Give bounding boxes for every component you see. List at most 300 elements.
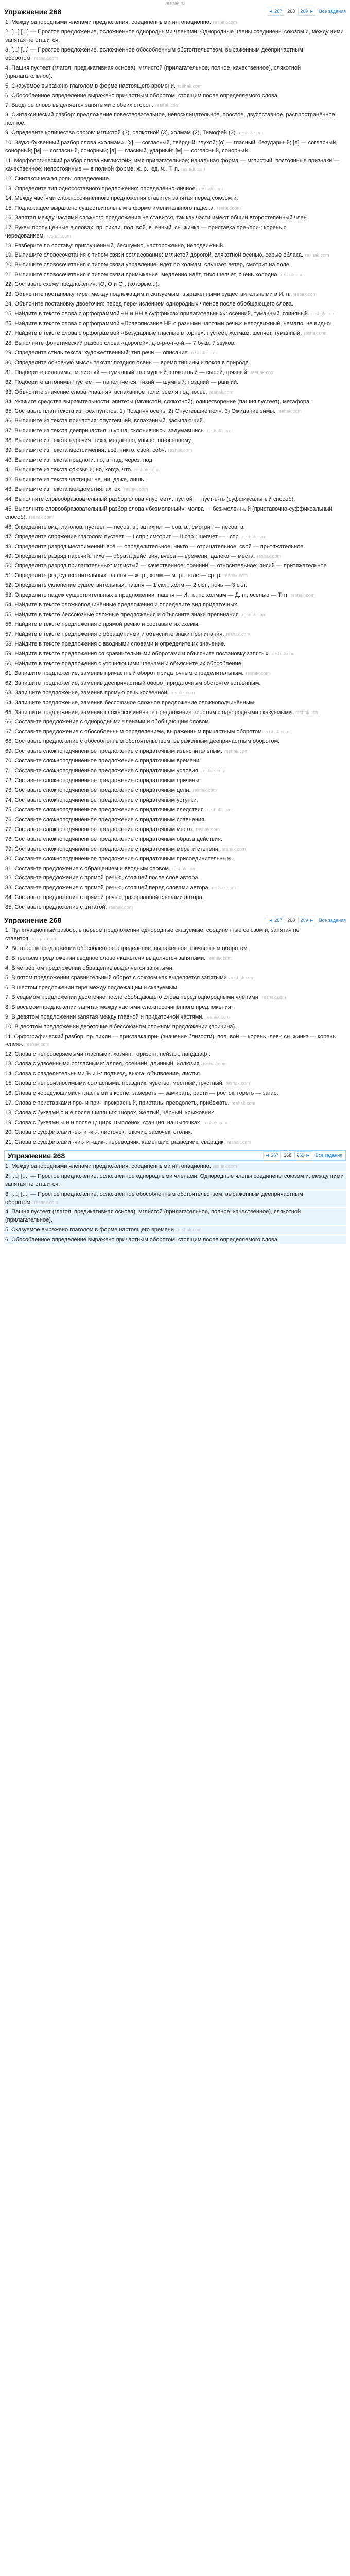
watermark-text: reshak.com <box>25 1042 49 1047</box>
watermark-text: reshak.com <box>295 709 320 715</box>
watermark-text: reshak.com <box>178 83 202 89</box>
answer-text: 17. Слова с приставками пре- и при-: прекрасный, пристань, преодолеть, прибежать. <box>5 1100 230 1107</box>
answer-paragraph <box>4 533 346 541</box>
answer-paragraph <box>4 19 346 27</box>
watermark-text: reshak.com <box>207 956 232 961</box>
answer-paragraph <box>4 340 346 348</box>
answer-paragraph <box>4 757 346 766</box>
watermark-text: reshak.com <box>31 936 56 942</box>
answer-text: 71. Составьте сложноподчинённое предложение с придаточным условия. <box>5 768 200 774</box>
answer-text: 21. Слова с суффиксами -чик- и -щик-: переводчик, каменщик, разведчик, сварщик. <box>5 1139 225 1145</box>
answer-text: 79. Составьте сложноподчинённое предложение с придаточным меры и степени. <box>5 845 220 852</box>
answer-text: 82. Составьте предложение с прямой речью, стоящей после слов автора. <box>5 875 200 882</box>
answer-text: 74. Составьте сложноподчинённое предложение с придаточным уступки. <box>5 796 198 803</box>
exercise-number: 268 <box>284 1153 292 1158</box>
answer-text: 58. Найдите в тексте предложения с вводными словами и определите их значение. <box>5 640 226 647</box>
answer-paragraph <box>4 767 346 775</box>
watermark-text: reshak.com <box>223 573 248 579</box>
answer-paragraph <box>4 271 346 279</box>
answer-paragraph <box>4 1129 346 1137</box>
exercise-title: Упражнение 268 <box>4 916 62 925</box>
answer-paragraph <box>4 111 346 128</box>
answer-text: 73. Составьте сложноподчинённое предложение с придаточным цели. <box>5 787 191 793</box>
watermark-text: reshak.com <box>239 130 264 136</box>
exercise-nav <box>267 8 346 15</box>
answer-text: 66. Составьте предложение с однородными членами и обобщающим словом. <box>5 719 211 725</box>
answer-paragraph <box>4 1236 346 1244</box>
answer-text: 54. Найдите в тексте сложноподчинённые предложения и определите вид придаточных. <box>5 602 239 608</box>
answer-paragraph <box>4 543 346 551</box>
answer-paragraph <box>4 845 346 854</box>
watermark-text: reshak.com <box>226 632 250 637</box>
answer-text: 14. Слова с разделительными Ъ и Ь: подъезд, вьюга, объявление, листья. <box>5 1071 202 1077</box>
exercise-number: 268 <box>287 9 295 14</box>
answer-paragraph <box>4 562 346 570</box>
answer-paragraph <box>4 139 346 156</box>
answer-paragraph <box>4 1163 346 1171</box>
watermark-text: reshak.com <box>227 1139 251 1145</box>
answer-text: 62. Запишите предложение, заменив деепричастный оборот придаточным обстоятельственным. <box>5 680 261 686</box>
answer-text: 60. Найдите в тексте предложения с уточняющими членами и объясните их обособление. <box>5 660 243 667</box>
site-header <box>4 0 346 6</box>
answer-paragraph <box>4 787 346 795</box>
exercise-header <box>4 916 346 925</box>
answer-paragraph <box>4 447 346 455</box>
answer-text: 47. Определите спряжение глаголов: пустеет — I спр.; смотрит — II спр.; шепчет — I спр. <box>5 533 240 540</box>
watermark-text: reshak.com <box>305 252 329 258</box>
answer-text: 24. Объясните постановку двоеточия: перед перечислением однородных членов после обобщающего слова. <box>5 301 293 308</box>
answer-text: 65. Запишите предложение, заменив сложносочинённое предложение простым с однородными сказуемыми. <box>5 709 294 716</box>
exercise-block <box>4 1150 346 1247</box>
answer-paragraph <box>4 261 346 269</box>
answer-paragraph <box>4 826 346 834</box>
watermark-text: reshak.com <box>224 749 249 754</box>
watermark-text: reshak.com <box>124 486 148 492</box>
answer-text: 4. Пашня пустеет (глагол; предикативная основа), мглистой (прилагательное, полное, качественное), слякотной (прилагательное). <box>5 64 301 79</box>
answer-text: 4. Пашня пустеет (глагол; предикативная основа), мглистой (прилагательное, полное, качественное), слякотной (прилагательное). <box>5 1209 301 1224</box>
answer-text: 6. Обособленное определение выражено причастным оборотом, стоящим после определяемого слова. <box>5 1236 279 1243</box>
answer-paragraph <box>4 738 346 746</box>
watermark-text: reshak.com <box>242 612 267 618</box>
answer-paragraph <box>4 927 346 943</box>
answer-text: 3. В третьем предложении вводное слово «кажется» выделяется запятыми. <box>5 955 206 961</box>
answer-text: 11. Орфографический разбор: пр..тихли — приставка при- (значение близости); пол..вой — корень -лев-; сн..жинка — корень -снеж-. <box>5 1033 336 1048</box>
watermark-text: reshak.com <box>217 205 241 211</box>
answer-paragraph <box>4 28 346 45</box>
answer-paragraph <box>4 1208 346 1225</box>
answer-paragraph <box>4 281 346 289</box>
exercise-title: Упражнение 268 <box>4 7 62 16</box>
answer-paragraph <box>4 330 346 338</box>
watermark-text: reshak.com <box>172 866 197 871</box>
answer-paragraph <box>4 476 346 484</box>
answer-paragraph <box>4 836 346 844</box>
exercise-nav <box>263 1151 342 1159</box>
answer-paragraph <box>4 1080 346 1088</box>
prev-exercise-button[interactable]: ◄ 267 <box>267 8 284 15</box>
answer-paragraph <box>4 796 346 805</box>
answer-text: 76. Составьте сложноподчинённое предложение с придаточным сравнения. <box>5 816 206 823</box>
answer-paragraph <box>4 728 346 736</box>
answer-text: 68. Составьте предложение с обособленным обстоятельством, выраженным деепричастным оборотом. <box>5 738 280 745</box>
watermark-text: reshak.com <box>304 330 328 336</box>
watermark-text: reshak.com <box>311 311 336 317</box>
answer-text: 3. [...] [...] — Простое предложение, осложнённое обособленным обстоятельством, выраженным деепричастным оборотом. <box>5 46 303 61</box>
answer-text: 39. Выпишите из текста местоимения: всё, никто, свой, себя. <box>5 447 166 454</box>
answer-text: 12. Слова с непроверяемыми гласными: хозяин, горизонт, пейзаж, ландшафт. <box>5 1051 211 1058</box>
answer-paragraph <box>4 408 346 416</box>
answer-paragraph <box>4 523 346 532</box>
watermark-text: reshak.com <box>191 350 216 355</box>
answer-paragraph <box>4 185 346 193</box>
answer-text: 4. В четвёртом предложении обращение выделяется запятыми. <box>5 964 174 971</box>
answer-paragraph <box>4 777 346 785</box>
answer-paragraph <box>4 1119 346 1127</box>
watermark-text: reshak.com <box>199 185 223 191</box>
watermark-text: reshak.com <box>261 994 286 1000</box>
answer-paragraph <box>4 427 346 435</box>
answer-paragraph <box>4 1070 346 1078</box>
watermark-text: reshak.com <box>168 448 192 453</box>
answer-text: 13. Слова с удвоенными согласными: аллея, осенний, длинный, иллюзия. <box>5 1061 201 1067</box>
answer-paragraph <box>4 865 346 873</box>
answer-paragraph <box>4 855 346 863</box>
answer-paragraph <box>4 582 346 590</box>
answer-text: 32. Подберите антонимы: пустеет — наполняется; тихий — шумный; поздний — ранний. <box>5 379 239 385</box>
answer-text: 5. Сказуемое выражено глаголом в форме настоящего времени. <box>5 1227 176 1233</box>
prev-exercise-button[interactable]: ◄ 267 <box>263 1151 281 1159</box>
watermark-text: reshak.com <box>134 467 159 473</box>
next-exercise-button[interactable]: 269 ► <box>294 1151 312 1159</box>
answer-paragraph <box>4 92 346 100</box>
answer-paragraph <box>4 709 346 717</box>
answer-text: 17. Буквы пропущенные в словах: пр..тихли, пол..вой, в..енный, сн..жинка — приставка пре-/при-; корень с чередованием. <box>5 224 287 239</box>
answer-text: 40. Выпишите из текста предлоги: по, в, над, через, под. <box>5 457 154 464</box>
exercise-number: 268 <box>287 917 295 923</box>
site-name[interactable]: reshak.ru <box>165 1 185 6</box>
answer-text: 14. Между частями сложносочинённого предложения ставится запятая перед союзом и. <box>5 195 238 201</box>
answer-paragraph <box>4 82 346 91</box>
watermark-text: reshak.com <box>213 1163 237 1169</box>
answer-paragraph <box>4 964 346 973</box>
answer-text: 61. Запишите предложение, заменив причастный оборот придаточным определительным. <box>5 670 244 676</box>
watermark-text: reshak.com <box>265 729 290 735</box>
watermark-text: reshak.com <box>281 272 305 278</box>
answer-paragraph <box>4 359 346 367</box>
answer-paragraph <box>4 437 346 445</box>
answer-text: 85. Составьте предложение с цитатой. <box>5 904 107 911</box>
answer-text: 13. Определите тип односоставного предложения: определённо-личное. <box>5 185 197 192</box>
answer-text: 81. Составьте предложение с обращением и вводным словом. <box>5 865 171 872</box>
prev-exercise-button[interactable]: ◄ 267 <box>267 917 284 924</box>
answer-paragraph <box>4 175 346 183</box>
answer-text: 20. Слова с суффиксами -ек- и -ик-: листочек, ключик, замочек, столик. <box>5 1129 192 1136</box>
block-spacer <box>4 913 346 914</box>
answer-text: 77. Составьте сложноподчинённое предложение с придаточным места. <box>5 826 194 833</box>
watermark-text: reshak.com <box>221 846 246 852</box>
answer-text: 59. Найдите в тексте предложения со сравнительными оборотами и объясните постановку запятых. <box>5 650 270 657</box>
answer-text: 56. Найдите в тексте предложения с прямой речью и составьте их схемы. <box>5 621 200 628</box>
answer-text: 83. Составьте предложение с прямой речью, стоящей перед словами автора. <box>5 885 210 891</box>
answer-paragraph <box>4 884 346 892</box>
answer-text: 23. Объясните постановку тире: между подлежащим и сказуемым, выраженными существительными в И. п. <box>5 291 291 298</box>
answer-paragraph <box>4 251 346 260</box>
answer-paragraph <box>4 650 346 658</box>
answer-text: 1. Между однородными членами предложения, соединёнными интонационно. <box>5 19 211 25</box>
answer-text: 42. Выпишите из текста частицы: не, ни, даже, лишь. <box>5 477 146 483</box>
watermark-text: reshak.com <box>230 975 255 980</box>
answer-paragraph <box>4 994 346 1002</box>
answer-text: 16. Слова с чередующимися гласными в корне: замереть — замирать; расти — росток; гореть — загар. <box>5 1090 278 1097</box>
answer-text: 9. В девятом предложении запятая между главной и придаточной частями. <box>5 1013 204 1020</box>
answer-paragraph <box>4 1109 346 1117</box>
answer-paragraph <box>4 611 346 619</box>
answer-paragraph <box>4 874 346 883</box>
answer-paragraph <box>4 310 346 318</box>
answer-paragraph <box>4 974 346 982</box>
answer-paragraph <box>4 631 346 639</box>
answer-text: 31. Подберите синонимы: мглистый — туманный, пасмурный; слякотный — сырой, грязный. <box>5 369 249 376</box>
answer-paragraph <box>4 1060 346 1069</box>
answer-text: 78. Составьте сложноподчинённое предложение с придаточным образа действия. <box>5 836 223 842</box>
answer-text: 10. Звуко-буквенный разбор слова «холмам»: [х] — согласный, твёрдый, глухой; [о] — гласный, безударный; [л] — согласный, сонорный; [м] — согласный, сонорный; [а] — гласный, ударный; [м] — согласный, сонорный. <box>5 140 338 155</box>
answer-paragraph <box>4 1013 346 1022</box>
watermark-text: reshak.com <box>34 55 58 61</box>
watermark-text: reshak.com <box>225 1081 250 1087</box>
answer-text: 1. Пунктуационный разбор: в первом предложении однородные сказуемые, соединённые союзом и, запятая не ставится. <box>5 927 300 942</box>
answer-paragraph <box>4 300 346 309</box>
answer-text: 7. Вводное слово выделяется запятыми с обеих сторон. <box>5 102 153 109</box>
answer-text: 20. Выпишите словосочетания с типом связи управление: идёт по холмам, слушает ветер, смотрит на поле. <box>5 262 291 268</box>
watermark-text: reshak.com <box>209 389 234 395</box>
watermark-text: reshak.com <box>155 103 180 108</box>
next-exercise-button[interactable]: 269 ► <box>298 8 316 15</box>
answer-text: 46. Определите вид глаголов: пустеет — несов. в.; затихнет — сов. в.; смотрит — несов. в. <box>5 523 245 530</box>
answer-text: 49. Определите разряд наречий: тихо — образа действия; вчера — времени; далеко — места. <box>5 553 255 560</box>
answer-text: 36. Выпишите из текста причастия: опустевший, вспаханный, засыпающий. <box>5 418 204 425</box>
watermark-text: reshak.com <box>231 1100 256 1106</box>
answer-text: 69. Составьте сложноподчинённое предложение с придаточным изъяснительным. <box>5 748 222 755</box>
answer-text: 45. Выполните словообразовательный разбор слова «безмолвный»: молва → без-молв-н-ый (приставочно-суффиксальный способ). <box>5 505 332 520</box>
answer-paragraph <box>4 224 346 241</box>
answer-text: 2. [...] [...] — Простое предложение, осложнённое однородными членами. Однородные члены соединены союзом и, между ними запятая не ставится. <box>5 28 344 43</box>
answer-text: 30. Определите основную мысль текста: поздняя осень — время тишины и покоя в природе. <box>5 359 250 366</box>
watermark-text: reshak.com <box>203 1061 227 1067</box>
watermark-text: reshak.com <box>192 788 217 793</box>
answer-paragraph <box>4 984 346 992</box>
watermark-text: reshak.com <box>109 905 133 910</box>
answer-paragraph <box>4 214 346 223</box>
answer-text: 9. Определите количество слогов: мглистой (3), слякотной (3), холмам (2), Тимофей (3). <box>5 130 237 137</box>
watermark-text: reshak.com <box>203 1120 228 1125</box>
answer-paragraph <box>4 157 346 174</box>
watermark-text: reshak.com <box>34 1199 58 1205</box>
answer-text: 5. В пятом предложении сравнительный оборот с союзом как выделяется запятыми. <box>5 974 229 981</box>
answer-paragraph <box>4 369 346 377</box>
answer-paragraph <box>4 417 346 426</box>
answer-text: 6. В шестом предложении тире между подлежащим и сказуемым. <box>5 984 179 991</box>
answer-paragraph <box>4 1099 346 1108</box>
answer-text: 19. Слова с буквами ы и и после ц: цирк, цыплёнок, станция, на цыпочках. <box>5 1119 202 1126</box>
exercise-header <box>4 1150 346 1161</box>
answer-paragraph <box>4 320 346 328</box>
exercise-block <box>4 916 346 1149</box>
watermark-text: reshak.com <box>47 233 71 239</box>
exercise-title: Упражнение 268 <box>8 1151 65 1160</box>
answer-paragraph <box>4 572 346 580</box>
answer-paragraph <box>4 699 346 707</box>
answer-text: 25. Найдите в тексте слова с орфограммой «Н и НН в суффиксах прилагательных»: осенний, туманный, глиняный. <box>5 311 310 317</box>
answer-paragraph <box>4 748 346 756</box>
answer-text: 50. Определите разряд прилагательных: мглистый — качественное; осенний — относительное; лисий — притяжательное. <box>5 563 328 569</box>
answer-text: 57. Найдите в тексте предложения с обращениями и объясните знаки препинания. <box>5 631 224 637</box>
answer-paragraph <box>4 1033 346 1049</box>
page <box>0 0 350 1247</box>
answer-paragraph <box>4 1023 346 1031</box>
answer-text: 5. Сказуемое выражено глаголом в форме настоящего времени. <box>5 82 176 89</box>
watermark-text: reshak.com <box>212 885 236 891</box>
answer-text: 37. Выпишите из текста деепричастия: шурша, склонившись, задумавшись. <box>5 428 205 434</box>
watermark-text: reshak.com <box>272 651 296 656</box>
watermark-text: reshak.com <box>178 1227 202 1233</box>
answer-paragraph <box>4 816 346 824</box>
answer-text: 19. Выпишите словосочетания с типом связи согласование: мглистой дорогой, слякотной осенью, серые облака. <box>5 252 303 259</box>
all-exercises-link[interactable]: Все задания <box>319 917 346 923</box>
answer-paragraph <box>4 129 346 138</box>
answer-text: 64. Запишите предложение, заменив бессоюзное сложное предложение сложноподчинённым. <box>5 699 256 706</box>
answer-paragraph <box>4 955 346 963</box>
answer-text: 35. Составьте план текста из трёх пунктов: 1) Поздняя осень. 2) Опустевшие поля. 3) Ожидание зимы. <box>5 408 276 415</box>
answer-paragraph <box>4 904 346 912</box>
watermark-text: reshak.com <box>257 553 281 559</box>
answer-text: 12. Синтаксическая роль: определение. <box>5 175 111 182</box>
answer-text: 55. Найдите в тексте бессоюзные сложные предложения и объясните знаки препинания. <box>5 612 240 618</box>
answer-text: 63. Запишите предложение, заменив прямую речь косвенной. <box>5 689 169 696</box>
answer-paragraph <box>4 388 346 397</box>
answer-text: 15. Подлежащее выражено существительным в форме именительного падежа. <box>5 205 215 211</box>
answer-paragraph <box>4 1050 346 1059</box>
answer-text: 7. В седьмом предложении двоеточие после обобщающего слова перед однородными членами. <box>5 994 260 1001</box>
answer-text: 1. Между однородными членами предложения, соединёнными интонационно. <box>5 1163 211 1170</box>
answer-paragraph <box>4 806 346 815</box>
answer-text: 2. [...] [...] — Простое предложение, осложнённое однородными членами. Однородные члены соединены союзом и, между ними запятая не ставится. <box>5 1173 344 1188</box>
answer-paragraph <box>4 64 346 81</box>
answer-paragraph <box>4 1004 346 1012</box>
answer-paragraph <box>4 553 346 561</box>
answer-paragraph <box>4 466 346 474</box>
watermark-text: reshak.com <box>205 1014 230 1020</box>
answer-paragraph <box>4 242 346 250</box>
answer-text: 22. Составьте схему предложения: [O, O и O], (которые...). <box>5 281 160 288</box>
answer-paragraph <box>4 496 346 504</box>
next-exercise-button[interactable]: 269 ► <box>298 917 316 924</box>
watermark-text: reshak.com <box>207 428 232 434</box>
all-exercises-link[interactable]: Все задания <box>319 9 346 14</box>
all-exercises-link[interactable]: Все задания <box>315 1153 342 1158</box>
answer-paragraph <box>4 1090 346 1098</box>
answer-paragraph <box>4 291 346 299</box>
answer-paragraph <box>4 621 346 629</box>
watermark-text: reshak.com <box>246 670 270 676</box>
answer-text: 18. Слова с буквами о и ё после шипящих: шорох, жёлтый, чёрный, крыжовник. <box>5 1110 215 1116</box>
exercise-list <box>4 7 346 1247</box>
answer-text: 51. Определите род существительных: пашня — ж. р.; холм — м. р.; поле — ср. р. <box>5 572 222 579</box>
answer-paragraph <box>4 505 346 522</box>
block-spacer <box>4 1148 346 1149</box>
answer-text: 34. Укажите средства выразительности: эпитеты (мглистой, слякотной), олицетворение (пашня пустеет), метафора. <box>5 398 311 405</box>
answer-text: 26. Найдите в тексте слова с орфограммой «Правописание НЕ с разными частями речи»: неподвижный, немало, не видно. <box>5 320 332 327</box>
block-spacer <box>4 1246 346 1247</box>
answer-text: 10. В десятом предложении двоеточие в бессоюзном сложном предложении (причина). <box>5 1023 237 1030</box>
answer-text: 84. Составьте предложение с прямой речью, разорванной словами автора. <box>5 894 204 901</box>
answer-paragraph <box>4 601 346 609</box>
answer-text: 41. Выпишите из текста союзы: и, но, когда, что. <box>5 467 133 473</box>
exercise-header <box>4 7 346 16</box>
watermark-text: reshak.com <box>201 768 226 774</box>
answer-paragraph <box>4 640 346 649</box>
watermark-text: reshak.com <box>196 826 220 832</box>
watermark-text: reshak.com <box>251 369 275 375</box>
answer-paragraph <box>4 1139 346 1147</box>
answer-paragraph <box>4 718 346 726</box>
answer-paragraph <box>4 1191 346 1207</box>
watermark-text: reshak.com <box>290 592 315 598</box>
answer-paragraph <box>4 680 346 688</box>
answer-text: 28. Выполните фонетический разбор слова «дорогой»: д-о-р-о-г-о-й — 7 букв, 7 звуков. <box>5 340 236 346</box>
answer-paragraph <box>4 486 346 494</box>
answer-paragraph <box>4 689 346 698</box>
watermark-text: reshak.com <box>170 690 195 696</box>
answer-paragraph <box>4 379 346 387</box>
answer-paragraph <box>4 945 346 953</box>
answer-paragraph <box>4 1173 346 1189</box>
answer-text: 8. Синтаксический разбор: предложение повествовательное, невосклицательное, простое, двусоставное, распространённое, полное. <box>5 112 337 127</box>
answer-text: 18. Разберите по составу: приглушённый, бесшумно, настороженно, неподвижный. <box>5 242 225 249</box>
answer-paragraph <box>4 349 346 358</box>
answer-text: 29. Определите стиль текста: художественный; тип речи — описание. <box>5 349 189 356</box>
answer-text: 44. Выполните словообразовательный разбор слова «пустеет»: пустой → пуст-е-ть (суффиксальный способ). <box>5 496 295 502</box>
answer-paragraph <box>4 101 346 110</box>
answer-text: 80. Составьте сложноподчинённое предложение с придаточным присоединительным. <box>5 855 233 862</box>
watermark-text: reshak.com <box>277 409 302 414</box>
watermark-text: reshak.com <box>292 292 317 297</box>
exercise-block <box>4 7 346 914</box>
answer-text: 72. Составьте сложноподчинённое предложение с придаточным причины. <box>5 777 201 784</box>
answer-text: 16. Запятая между частями сложного предложения не ставится, так как части имеют общий второстепенный член. <box>5 214 308 221</box>
answer-paragraph <box>4 205 346 213</box>
answer-text: 48. Определите разряд местоимений: всё — определительное; никто — отрицательное; свой — притяжательное. <box>5 543 305 550</box>
answer-paragraph <box>4 660 346 668</box>
answer-text: 11. Морфологический разбор слова «мглистой»: имя прилагательное; начальная форма — мглистый; постоянные признаки — качественное; непостоянные — в полной форме, ж. р., ед. ч., Т. п. <box>5 158 340 172</box>
answer-text: 6. Обособленное определение выражено причастным оборотом, стоящим после определяемого слова. <box>5 92 279 99</box>
answer-text: 53. Определите падеж существительных в предложении: пашня — И. п.; по холмам — Д. п.; осенью — Т. п. <box>5 592 289 599</box>
answer-text: 70. Составьте сложноподчинённое предложение с придаточным времени. <box>5 758 201 765</box>
answer-paragraph <box>4 1226 346 1234</box>
answer-text: 21. Выпишите словосочетания с типом связи примыкание: медленно идёт, тихо шепчет, очень холодно. <box>5 272 279 278</box>
answer-paragraph <box>4 398 346 406</box>
answer-text: 27. Найдите в тексте слова с орфограммой «Безударные гласные в корне»: пустеет, холмам, шепчет, туманный. <box>5 330 302 336</box>
answer-text: 3. [...] [...] — Простое предложение, осложнённое обособленным обстоятельством, выраженным деепричастным оборотом. <box>5 1191 303 1206</box>
exercise-nav <box>267 917 346 924</box>
answer-text: 67. Составьте предложение с обособленным определением, выраженным причастным оборотом. <box>5 728 264 735</box>
answer-text: 2. Во втором предложении обособленное определение, выраженное причастным оборотом. <box>5 945 249 952</box>
answer-paragraph <box>4 195 346 203</box>
answer-text: 52. Определите склонение существительных: пашня — 1 скл.; холм — 2 скл.; ночь — 3 скл. <box>5 582 247 589</box>
answer-text: 15. Слова с непроизносимыми согласными: праздник, чувство, местный, грустный. <box>5 1080 224 1087</box>
answer-paragraph <box>4 456 346 465</box>
answer-paragraph <box>4 591 346 600</box>
answer-text: 8. В восьмом предложении запятая между частями сложносочинённого предложения. <box>5 1004 233 1010</box>
